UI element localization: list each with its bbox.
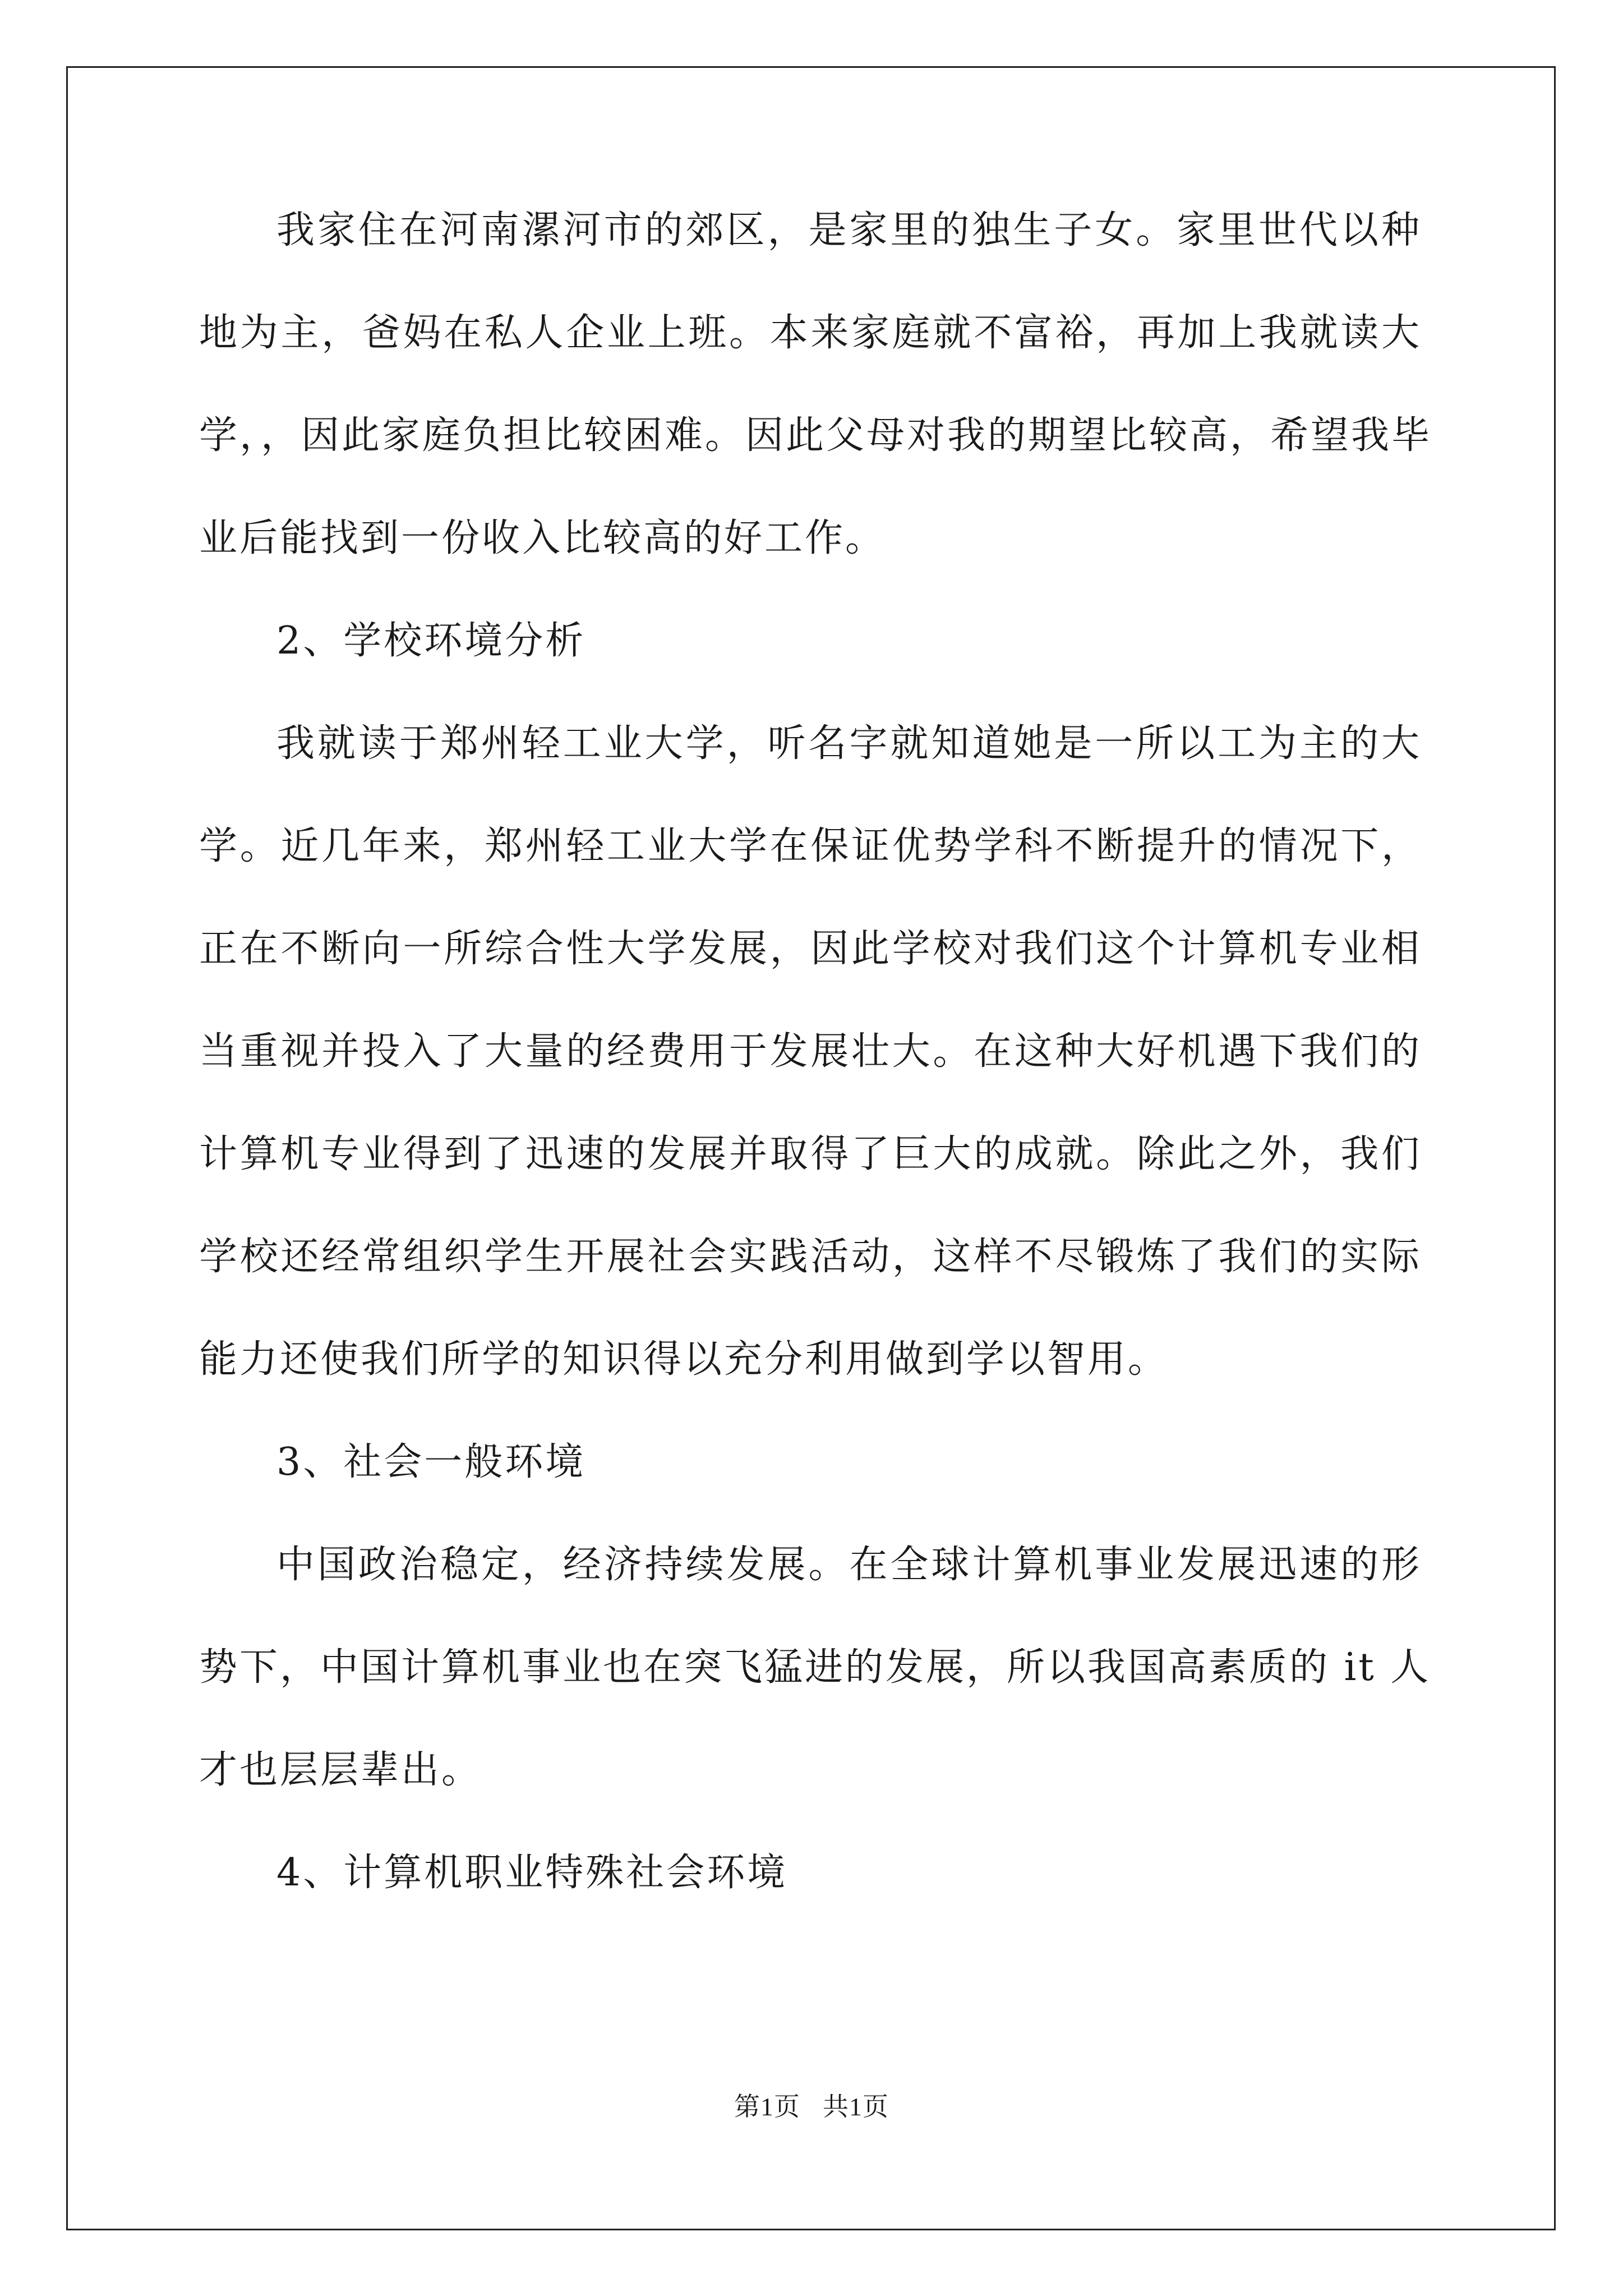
section-heading-computer-career-environment [199,1850,1422,1895]
heading-line: 2、学校环境分析 [276,619,586,663]
page-total: 共1页 [823,2092,889,2121]
text-line: 学，，因此家庭负担比较困难。因此父母对我的期望比较高，希望我毕 [199,413,1432,458]
paragraph-china-development [199,1542,1431,1850]
section-heading-social-environment [199,1439,1422,1542]
paragraph-school-analysis [199,721,1422,1439]
text-line: 计算机专业得到了迅速的发展并取得了巨大的成就。除此之外，我们 [199,1132,1422,1176]
heading-line: 4、计算机职业特殊社会环境 [276,1851,788,1895]
text-line: 地为主，爸妈在私人企业上班。本来家庭就不富裕，再加上我就读大 [199,311,1422,355]
text-line: 能力还使我们所学的知识得以充分利用做到学以智用。 [199,1337,1169,1382]
text-line: 学。近几年来，郑州轻工业大学在保证优势学科不断提升的情况下， [199,824,1422,868]
page-number: 第1页 [734,2092,800,2121]
text-line: 势下，中国计算机事业也在突飞猛进的发展，所以我国高素质的 it 人 [199,1645,1431,1690]
heading-line: 3、社会一般环境 [276,1440,586,1484]
text-line: 学校还经常组织学生开展社会实践活动，这样不尽锻炼了我们的实际 [199,1235,1422,1279]
paragraph-family-background [199,208,1432,618]
section-heading-school-environment [199,618,1422,721]
text-line: 正在不断向一所综合性大学发展，因此学校对我们这个计算机专业相 [199,927,1422,971]
page-footer [0,2090,1623,2124]
text-line: 业后能找到一份收入比较高的好工作。 [199,516,886,560]
text-line: 当重视并投入了大量的经费用于发展壮大。在这种大好机遇下我们的 [199,1029,1422,1074]
text-line: 我就读于郑州轻工业大学，听名字就知道她是一所以工为主的大 [276,721,1422,766]
text-line: 我家住在河南漯河市的郊区，是家里的独生子女。家里世代以种 [276,208,1422,252]
document-body [199,208,1432,1895]
text-line: 中国政治稳定，经济持续发展。在全球计算机事业发展迅速的形 [276,1543,1422,1587]
text-line: 才也层层辈出。 [199,1748,482,1792]
